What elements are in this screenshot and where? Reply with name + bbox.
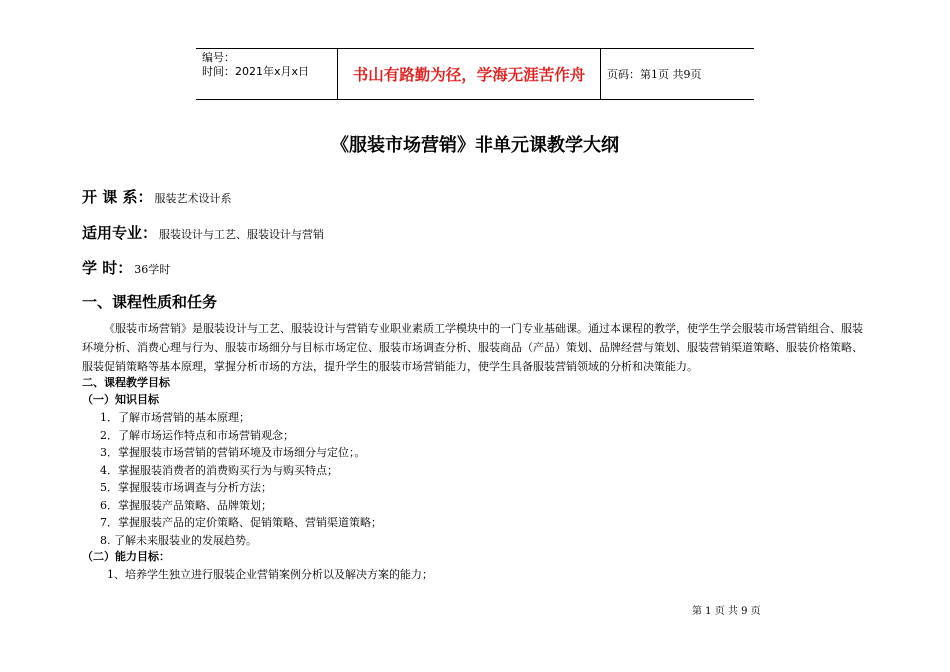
info-label: 学 时： [82,259,133,277]
course-description-paragraph: 《服装市场营销》是服装设计与工艺、服装设计与营销专业职业素质工学模块中的一门专业基础课。通过本课程的教学，使学生学会服装市场营销组合、服装环境分析、消费心理与行为、服装市场细分与目标市场定位、服装市场调查分析、服装商品（产品）策划、品牌经营与策划、服装营销渠道策略、服装价格策略、服装促销策略等基本原理，掌握分析市场的方法，提升学生的服装市场营销能力，使学生具备服装营销领域的分析和决策能力。 [82,322,863,373]
list-item: 5．掌握服装市场调查与分析方法； [100,481,272,494]
info-row-hours [82,257,170,278]
subheading-ability: （二）能力目标： [82,550,170,563]
header-table [196,48,754,100]
number-label: 编号： [202,51,235,64]
info-value: 36学时 [134,263,171,276]
section-heading-course-nature: 一、课程性质和任务 [82,293,218,311]
info-label: 适用专业： [82,224,158,242]
info-row-department [82,186,231,207]
list-item: 4．掌握服装消费者的消费购买行为与购买特点； [100,464,338,477]
info-label: 开 课 系： [82,188,153,206]
info-value: 服装艺术设计系 [154,192,232,205]
list-item: 1、培养学生独立进行服装企业营销案例分析以及解决方案的能力； [107,568,433,581]
subheading-knowledge: （一）知识目标 [82,393,159,406]
time-label: 时间：2021年x月x日 [202,65,310,78]
header-meta [196,49,338,99]
info-value: 服装设计与工艺、服装设计与营销 [159,228,325,241]
list-item: 2．了解市场运作特点和市场营销观念； [100,429,294,442]
list-item: 8. 了解未来服装业的发展趋势。 [100,534,257,547]
page-footer: 第 1 页 共 9 页 [692,606,761,617]
list-item: 6．掌握服装产品策略、品牌策划； [100,499,272,512]
info-row-major [82,222,324,243]
header-page-code: 页码：第1页 共9页 [607,68,702,81]
section-heading-objectives: 二、课程教学目标 [82,376,170,389]
list-item: 3．掌握服装市场营销的营销环境及市场细分与定位；。 [100,446,366,459]
list-item: 1．了解市场营销的基本原理； [100,411,250,424]
document-title: 《服装市场营销》非单元课教学大纲 [331,135,619,156]
list-item: 7．掌握服装产品的定价策略、促销策略、营销渠道策略； [100,516,382,529]
header-motto: 书山有路勤为径，学海无涯苦作舟 [338,49,601,99]
